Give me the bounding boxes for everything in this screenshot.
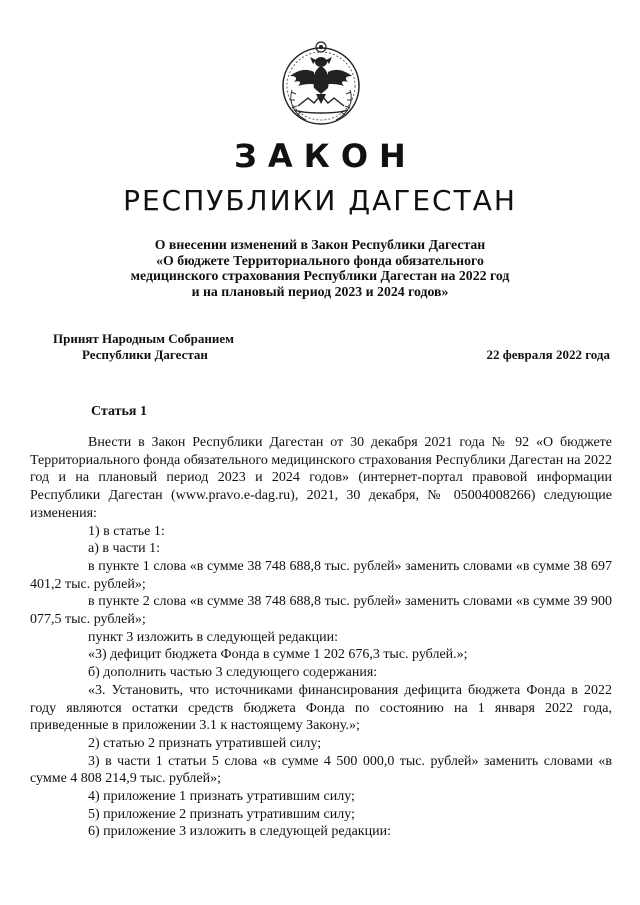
paragraph: 4) приложение 1 признать утратившим силу; — [88, 789, 355, 805]
paragraph: а) в части 1: — [88, 541, 160, 557]
adopted-by — [53, 331, 234, 362]
paragraph: б) дополнить частью 3 следующего содержания: — [88, 665, 378, 681]
law-heading-line: О внесении изменений в Закон Республики Дагестан — [154, 237, 486, 252]
paragraph: 5) приложение 2 признать утратившим силу; — [88, 806, 355, 822]
paragraph: «3. Установить, что источниками финансирования дефицита бюджета Фонда в 2022 году являются остатки средств бюджета Фонда по состоянию на 1 января 2022 года, приведенные в приложении 3.1 к настоящему Закону.»; — [30, 682, 612, 734]
paragraph: в пункте 2 слова «в сумме 38 748 688,8 тыс. рублей» заменить словами «в сумме 39 900 077,5 тыс. рублей»; — [30, 594, 612, 628]
law-heading — [70, 237, 570, 299]
paragraph: 1) в статье 1: — [88, 523, 165, 539]
paragraph: «3) дефицит бюджета Фонда в сумме 1 202 676,3 тыс. рублей.»; — [88, 647, 468, 663]
adopted-by-line: Принят Народным Собранием — [53, 331, 235, 346]
article-body — [30, 434, 612, 841]
paragraph: Внести в Закон Республики Дагестан от 30 декабря 2021 года № 92 «О бюджете Территориального фонда обязательного медицинского страхования Республики Дагестан на 2022 год и на плановый период 2023 и 2024 годов» (интернет-портал правовой информации Республики Дагестан (www.pravo.e-dag.ru), 2021, 30 декабря, № 05004008266) следующие изменения: — [30, 435, 612, 521]
dagestan-coat-of-arms-icon — [276, 40, 366, 128]
adopted-by-line: Республики Дагестан — [82, 346, 208, 362]
law-subtitle: РЕСПУБЛИКИ ДАГЕСТАН — [123, 184, 517, 217]
article-title: Статья 1 — [91, 404, 147, 419]
law-heading-line: и на плановый период 2023 и 2024 годов» — [191, 283, 449, 299]
law-title: ЗАКОН — [234, 137, 417, 175]
paragraph: в пункте 1 слова «в сумме 38 748 688,8 тыс. рублей» заменить словами «в сумме 38 697 401,2 тыс. рублей»; — [30, 558, 612, 592]
law-heading-line: «О бюджете Территориального фонда обязательного — [156, 252, 484, 268]
paragraph: пункт 3 изложить в следующей редакции: — [88, 629, 338, 645]
adoption-date: 22 февраля 2022 года — [486, 347, 610, 362]
paragraph: 6) приложение 3 изложить в следующей редакции: — [88, 824, 391, 840]
law-heading-line: медицинского страхования Республики Дагестан на 2022 год — [130, 268, 510, 283]
paragraph: 3) в части 1 статьи 5 слова «в сумме 4 500 000,0 тыс. рублей» заменить словами «в сумме 4 808 214,9 тыс. рублей»; — [30, 753, 612, 787]
paragraph: 2) статью 2 признать утратившей силу; — [88, 735, 322, 751]
